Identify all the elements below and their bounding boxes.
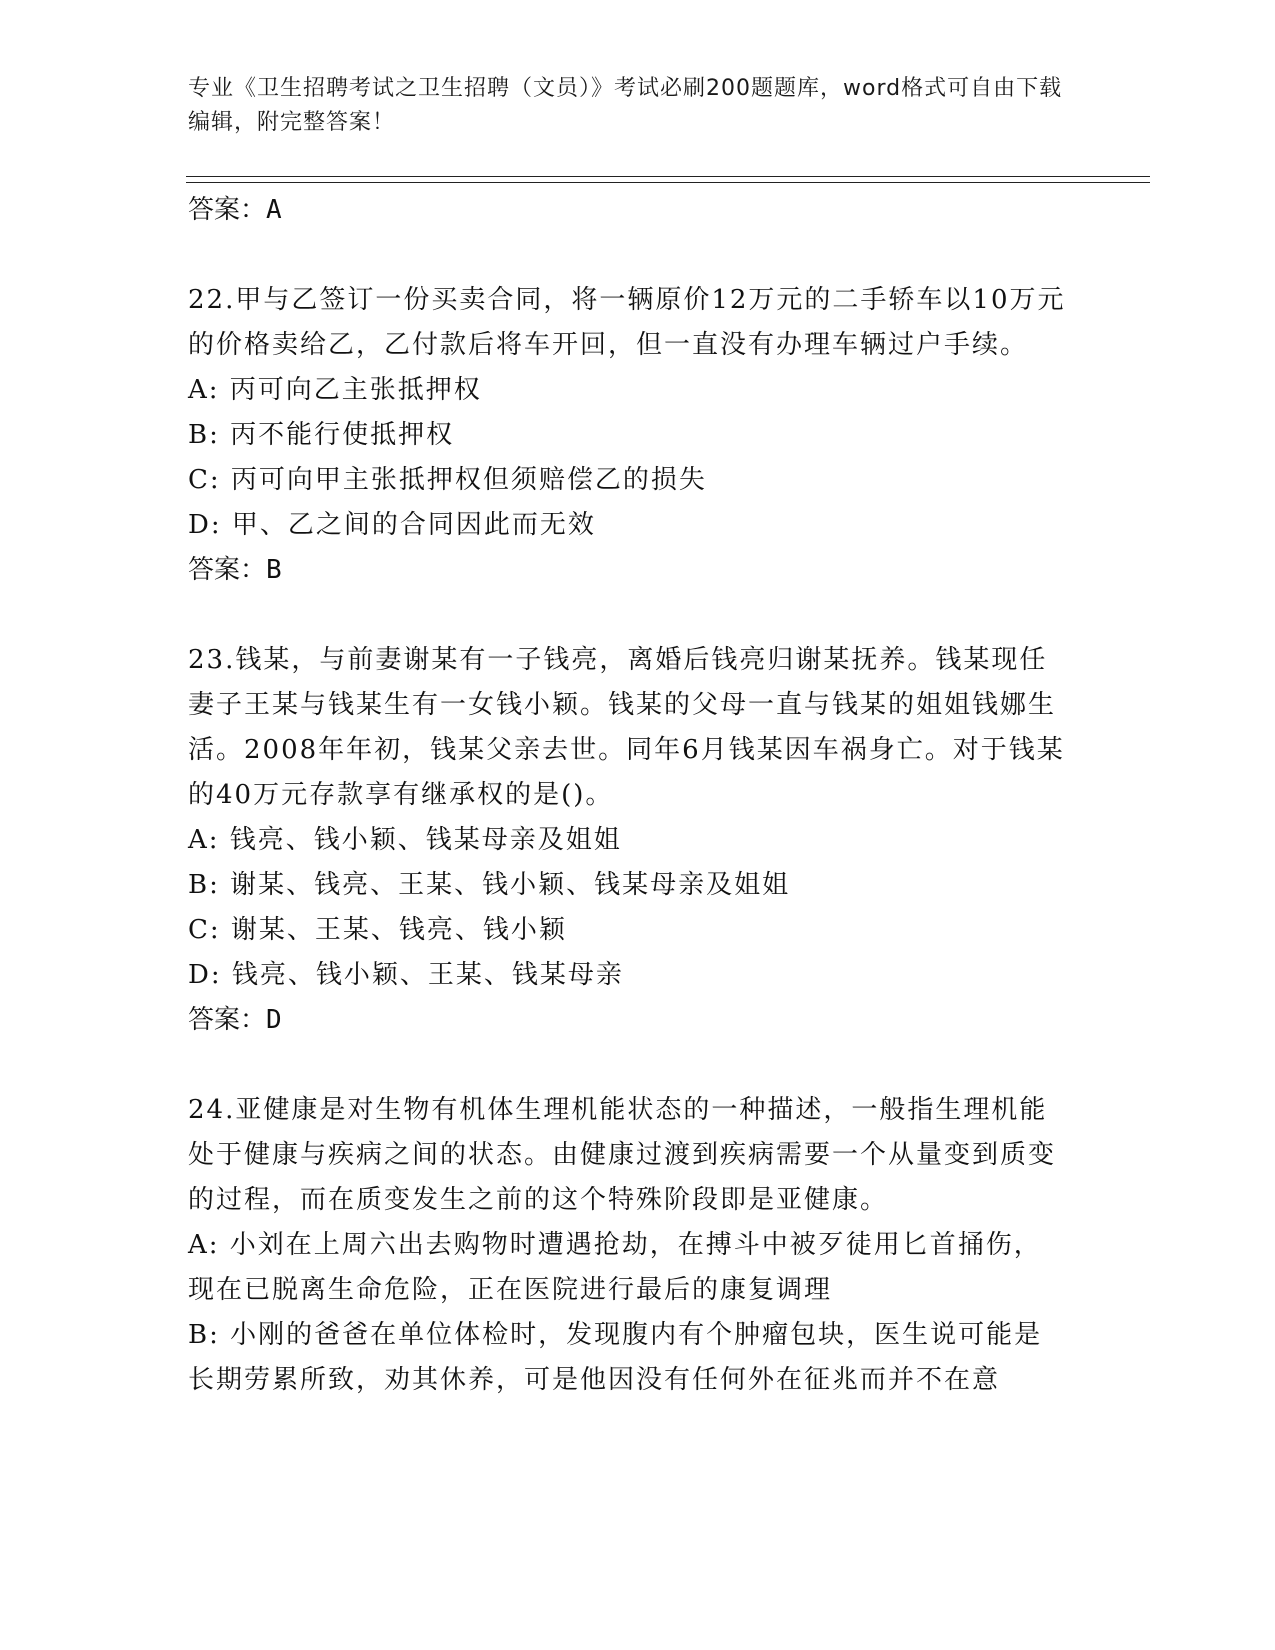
answer-label: 答案： [188, 555, 267, 585]
answer-label: 答案： [188, 1005, 267, 1035]
document-body [188, 188, 1068, 1403]
question-block [188, 1088, 1068, 1403]
question-block [188, 278, 1068, 592]
header-divider-top [186, 176, 1150, 177]
option-b: B: 丙不能行使抵押权 [188, 420, 455, 450]
answer-line [188, 548, 1068, 592]
option-b: B: 小刚的爸爸在单位体检时，发现腹内有个肿瘤包块，医生说可能是长期劳累所致，劝其休养，可是他因没有任何外在征兆而并不在意 [188, 1320, 1043, 1395]
answer-value: D [266, 1005, 282, 1035]
option-a: A: 钱亮、钱小颖、钱某母亲及姐姐 [188, 825, 622, 855]
option-a: A: 丙可向乙主张抵押权 [188, 375, 482, 405]
question-stem: 24.亚健康是对生物有机体生理机能状态的一种描述，一般指生理机能处于健康与疾病之间的状态。由健康过渡到疾病需要一个从量变到质变的过程，而在质变发生之前的这个特殊阶段即是亚健康。 [188, 1095, 1057, 1215]
option-d: D: 钱亮、钱小颖、王某、钱某母亲 [188, 960, 624, 990]
option-b: B: 谢某、钱亮、王某、钱小颖、钱某母亲及姐姐 [188, 870, 791, 900]
answer-value: B [266, 555, 282, 585]
document-header [188, 72, 1068, 140]
answer-line [188, 188, 1068, 232]
question-block [188, 638, 1068, 1042]
answer-value: A [266, 195, 282, 225]
spacer [188, 232, 1068, 278]
option-a: A: 小刘在上周六出去购物时遭遇抢劫，在搏斗中被歹徒用匕首捅伤，现在已脱离生命危险，正在医院进行最后的康复调理 [188, 1230, 1042, 1305]
answer-label: 答案： [188, 195, 267, 225]
question-stem: 23.钱某，与前妻谢某有一子钱亮，离婚后钱亮归谢某抚养。钱某现任妻子王某与钱某生有一女钱小颖。钱某的父母一直与钱某的姐姐钱娜生活。2008年年初，钱某父亲去世。同年6月钱某因车祸身亡。对于钱某的40万元存款享有继承权的是()。 [188, 645, 1065, 810]
answer-line [188, 998, 1068, 1042]
spacer [188, 1042, 1068, 1088]
option-c: C: 谢某、王某、钱亮、钱小颖 [188, 915, 567, 945]
option-c: C: 丙可向甲主张抵押权但须赔偿乙的损失 [188, 465, 707, 495]
option-d: D: 甲、乙之间的合同因此而无效 [188, 510, 596, 540]
question-stem: 22.甲与乙签订一份买卖合同，将一辆原价12万元的二手轿车以10万元的价格卖给乙，乙付款后将车开回，但一直没有办理车辆过户手续。 [188, 285, 1066, 360]
spacer [188, 592, 1068, 638]
header-title: 专业《卫生招聘考试之卫生招聘（文员）》考试必刷200题题库，word格式可自由下载编辑，附完整答案！ [188, 76, 1063, 135]
header-divider-bottom [186, 182, 1150, 183]
